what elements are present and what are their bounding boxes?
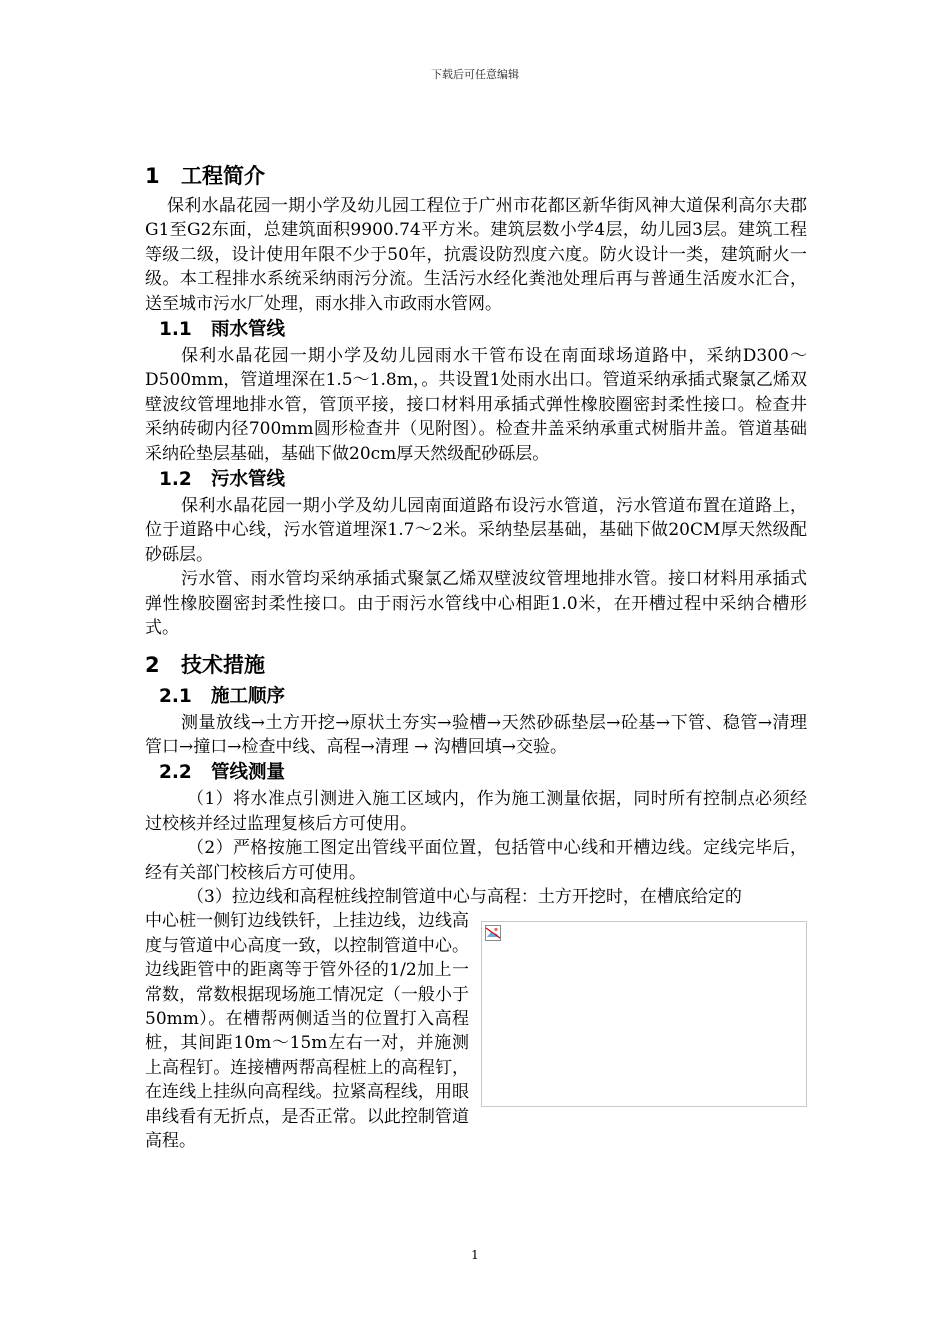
subsection-title: 施工顺序 [211,685,286,707]
broken-image-icon [485,925,501,941]
header-note: 下载后可任意编辑 [431,68,519,81]
figure-wrap [145,909,807,1153]
subsection-1-2-paragraph-2: 污水管、雨水管均采纳承插式聚氯乙烯双壁波纹管埋地排水管。接口材料用承插式弹性橡胶圈密封柔性接口。由于雨污水管线中心相距1.0米，在开槽过程中采纳合槽形式。 [145,569,807,639]
subsection-number: 2.2 [159,762,192,784]
subsection-2-2-paragraph-3-body: 中心桩一侧钉边线铁钎，上挂边线，边线高度与管道中心高度一致，以控制管道中心。边线距管中的距离等于管外径的1/2加上一常数，常数根据现场施工情况定（一般小于50mm）。在槽帮两侧适当的位置打入高程桩，其间距10m～15m左右一对，并施测上高程钉。连接槽两帮高程桩上的高程钉，在连线上挂纵向高程线。拉紧高程线，用眼串线看有无折点，是否正常。以此控制管道高程。 [145,911,469,1151]
figure-placeholder [481,921,807,1107]
subsection-2-2-paragraph-3-head: （3）拉边线和高程桩线控制管道中心与高程：土方开挖时，在槽底给定的 [187,886,742,907]
section-2-heading [145,647,807,683]
subsection-title: 污水管线 [211,469,286,491]
section-title: 工程简介 [181,164,265,188]
section-1-heading [145,158,807,194]
subsection-1-2-paragraph-1: 保利水晶花园一期小学及幼儿园南面道路布设污水管道，污水管道布置在道路上，位于道路中心线，污水管道埋深1.7～2米。采纳垫层基础，基础下做20CM厚天然级配砂砾层。 [145,496,807,565]
section-title: 技术措施 [181,652,265,677]
subsection-number: 1.1 [159,319,192,341]
subsection-number: 1.2 [159,469,192,491]
subsection-1-1-heading [159,316,807,344]
section-1-intro: 保利水晶花园一期小学及幼儿园工程位于广州市花都区新华街风神大道保利高尔夫郡G1至G2东面，总建筑面积9900.74平方米。建筑层数小学4层，幼儿园3层。建筑工程等级二级，设计使用年限不少于50年，抗震设防烈度六度。防火设计一类，建筑耐火一级。本工程排水系统采纳雨污分流。生活污水经化粪池处理后再与普通生活废水汇合，送至城市污水厂处理，雨水排入市政雨水管网。 [145,196,807,314]
page-number: 1 [471,1248,479,1262]
section-number: 2 [145,652,160,677]
subsection-number: 2.1 [159,685,192,707]
subsection-1-2-heading [159,466,807,494]
subsection-2-1-paragraph: 测量放线→土方开挖→原状土夯实→验槽→天然砂砾垫层→砼基→下管、稳管→清理管口→撞口→检查中线、高程→清理 → 沟槽回填→交验。 [145,712,807,757]
subsection-2-2-paragraph-2: （2）严格按施工图定出管线平面位置，包括管中心线和开槽边线。定线完毕后，经有关部门校核后方可使用。 [145,838,807,883]
section-number: 1 [145,164,160,188]
subsection-2-1-heading [159,683,807,711]
subsection-title: 管线测量 [211,762,286,784]
subsection-1-1-paragraph: 保利水晶花园一期小学及幼儿园雨水干管布设在南面球场道路中，采纳D300～D500mm，管道埋深在1.5～1.8m，。共设置1处雨水出口。管道采纳承插式聚氯乙烯双壁波纹管埋地排水管，管顶平接，接口材料用承插式弹性橡胶圈密封柔性接口。检查井采纳砖砌内径700mm圆形检查井（见附图）。检查井盖采纳承重式树脂井盖。管道基础采纳砼垫层基础，基础下做20cm厚天然级配砂砾层。 [145,346,807,464]
subsection-2-2-paragraph-1: （1）将水准点引测进入施工区域内，作为施工测量依据，同时所有控制点必须经过校核并经过监理复核后方可使用。 [145,789,807,834]
subsection-title: 雨水管线 [211,319,286,341]
document-body [145,158,807,1153]
subsection-2-2-heading [159,759,807,787]
